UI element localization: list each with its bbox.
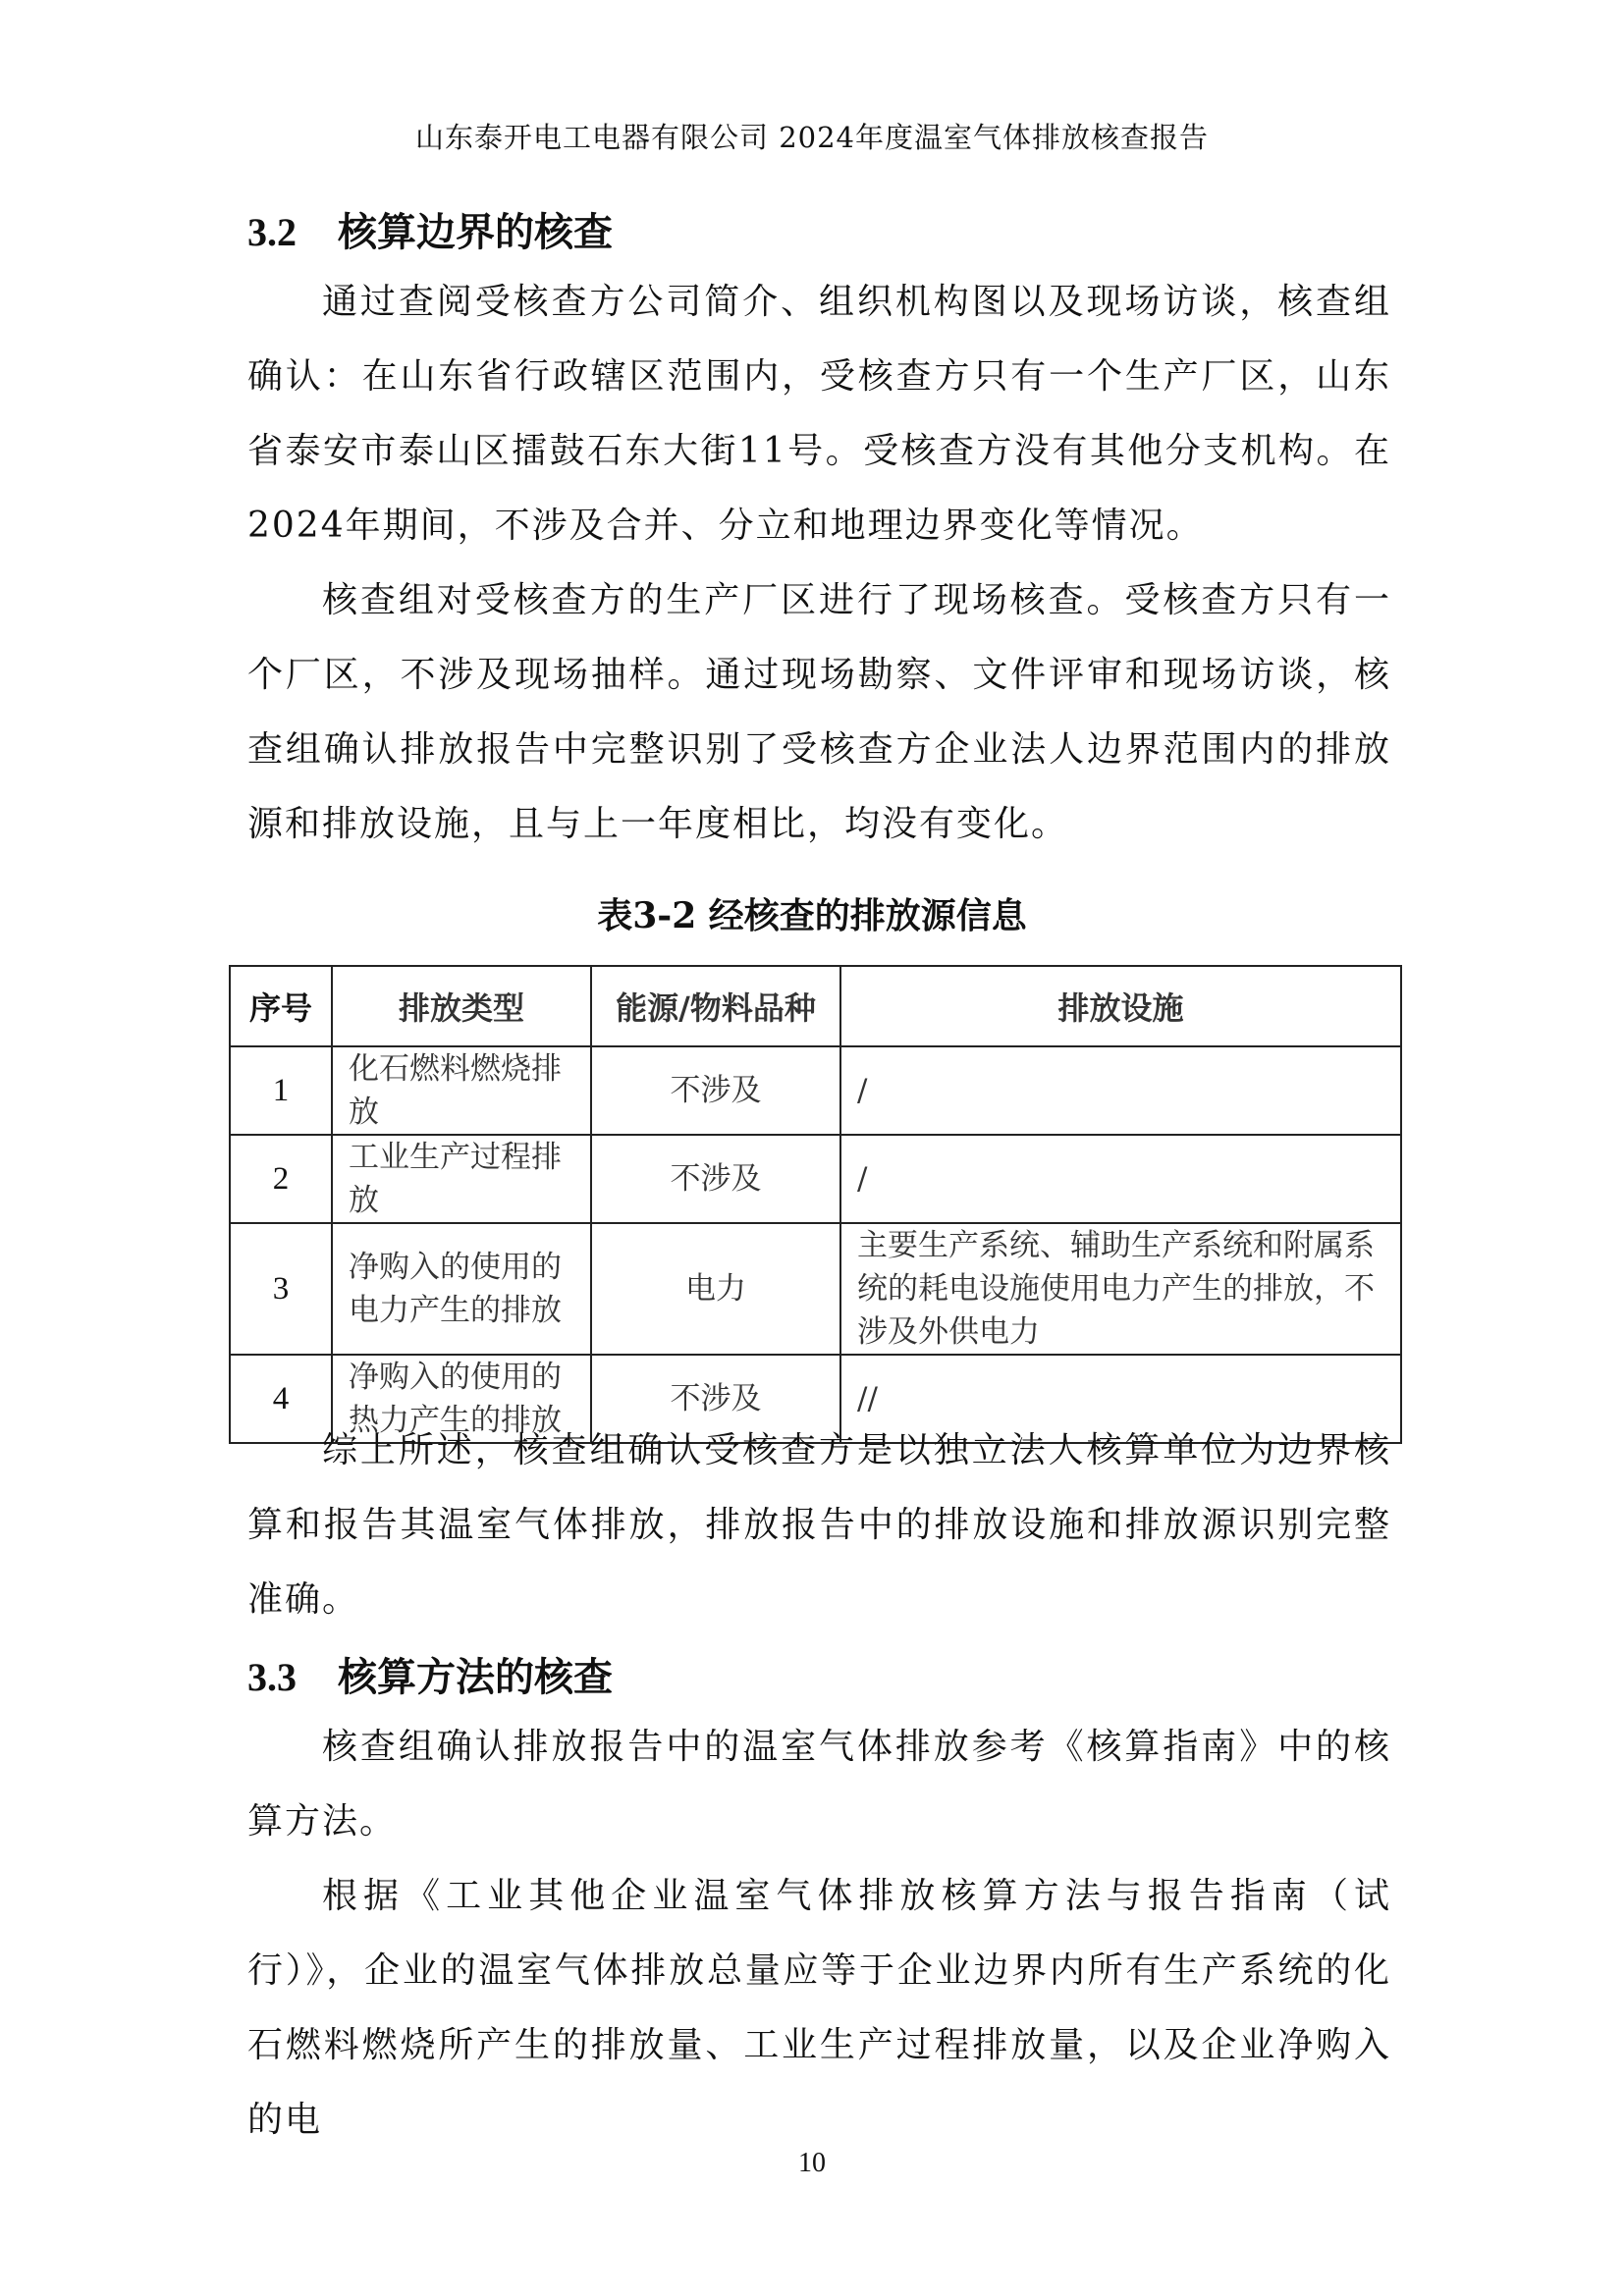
running-header: 山东泰开电工电器有限公司 2024年度温室气体排放核查报告 — [414, 121, 1210, 154]
cell-facility: / — [840, 1046, 1401, 1135]
cell-facility: // — [840, 1355, 1401, 1443]
section-heading-3-2 — [247, 201, 613, 257]
section-number: 3.2 — [247, 210, 297, 254]
cell-type: 化石燃料燃烧排放 — [332, 1046, 591, 1135]
cell-energy: 电力 — [591, 1223, 840, 1355]
emission-sources-table — [229, 965, 1402, 1444]
cell-type: 净购入的使用的热力产生的排放 — [332, 1355, 591, 1443]
cell-no: 1 — [230, 1046, 332, 1135]
cell-energy: 不涉及 — [591, 1355, 840, 1443]
paragraph-boundary-intro: 通过查阅受核查方公司简介、组织机构图以及现场访谈，核查组确认：在山东省行政辖区范围内，受核查方只有一个生产厂区，山东省泰安市泰山区擂鼓石东大街11号。受核查方没有其他分支机构。在2024年期间，不涉及合并、分立和地理边界变化等情况。 — [247, 282, 1391, 546]
table-caption: 表3-2 经核查的排放源信息 — [597, 895, 1027, 936]
section-heading-3-3 — [247, 1646, 613, 1702]
cell-energy: 不涉及 — [591, 1046, 840, 1135]
cell-no: 2 — [230, 1135, 332, 1223]
page-number: 10 — [798, 2148, 826, 2178]
section-number: 3.3 — [247, 1655, 297, 1699]
section-title-text: 核算边界的核查 — [338, 209, 613, 255]
paragraph-summary: 综上所述，核查组确认受核查方是以独立法人核算单位为边界核算和报告其温室气体排放，排放报告中的排放设施和排放源识别完整准确。 — [247, 1430, 1391, 1620]
paragraph-site-inspection: 核查组对受核查方的生产厂区进行了现场核查。受核查方只有一个厂区，不涉及现场抽样。通过现场勘察、文件评审和现场访谈，核查组确认排放报告中完整识别了受核查方企业法人边界范围内的排放源和排放设施，且与上一年度相比，均没有变化。 — [247, 580, 1391, 844]
table-row — [230, 1223, 1401, 1355]
cell-no: 4 — [230, 1355, 332, 1443]
paragraph-method-guideline: 根据《工业其他企业温室气体排放核算方法与报告指南（试行）》，企业的温室气体排放总量应等于企业边界内所有生产系统的化石燃料燃烧所产生的排放量、工业生产过程排放量，以及企业净购入的电 — [247, 1876, 1391, 2140]
cell-type: 净购入的使用的电力产生的排放 — [332, 1223, 591, 1355]
section-title-text: 核算方法的核查 — [338, 1654, 613, 1700]
cell-type: 工业生产过程排放 — [332, 1135, 591, 1223]
cell-facility: 主要生产系统、辅助生产系统和附属系统的耗电设施使用电力产生的排放，不涉及外供电力 — [840, 1223, 1401, 1355]
header-cell: 序号 — [230, 966, 332, 1046]
paragraph-method-confirm: 核查组确认排放报告中的温室气体排放参考《核算指南》中的核算方法。 — [247, 1727, 1391, 1842]
table-row — [230, 1135, 1401, 1223]
cell-facility: / — [840, 1135, 1401, 1223]
cell-energy: 不涉及 — [591, 1135, 840, 1223]
table-row — [230, 1046, 1401, 1135]
header-cell: 能源/物料品种 — [591, 966, 840, 1046]
header-cell: 排放设施 — [840, 966, 1401, 1046]
table-header-row — [230, 966, 1401, 1046]
cell-no: 3 — [230, 1223, 332, 1355]
header-cell: 排放类型 — [332, 966, 591, 1046]
